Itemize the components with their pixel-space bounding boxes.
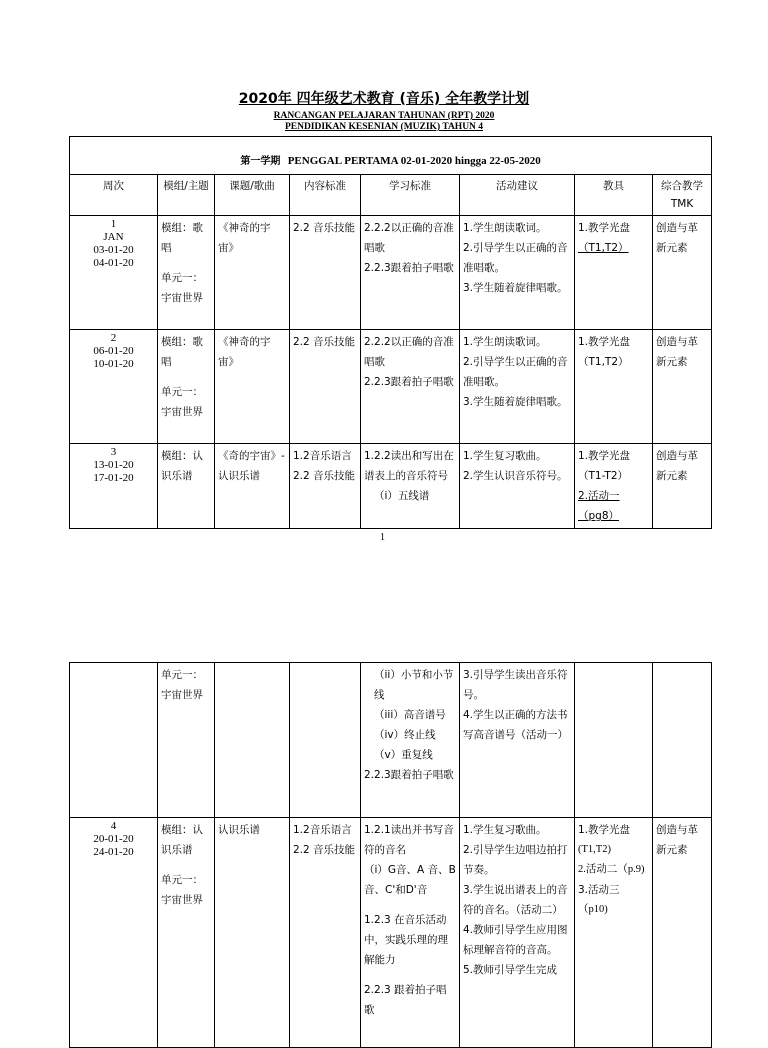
tools-item: 2.活动二（p.9) (578, 864, 645, 875)
table-row (70, 444, 712, 529)
table-row (70, 330, 712, 444)
activity-item: 2.学生认识音乐符号。 (463, 470, 568, 482)
learning-item: 2.2.3跟着拍子唱歌 (364, 376, 454, 388)
week-month: JAN (103, 231, 124, 243)
week-start: 20-01-20 (93, 833, 134, 845)
learning-item: （i）五线谱 (374, 490, 430, 502)
tools-item: 1.教学光盘 (578, 824, 631, 836)
activity-item: 2.引导学生以正确的音准唱歌。 (463, 356, 568, 388)
tmk-cell: 创造与革新元素 (653, 216, 712, 330)
plan-table-page1 (69, 136, 712, 529)
page-number: 1 (380, 532, 385, 543)
tools-item: (T1,T2) (578, 844, 611, 855)
tmk-cell (653, 663, 712, 818)
topic-cell: 认识乐谱 (215, 818, 290, 1048)
learning-cell (361, 216, 460, 330)
week-number: 4 (110, 820, 117, 832)
week-number: 3 (110, 446, 117, 458)
content-cell: 2.2 音乐技能 (290, 216, 361, 330)
header-week: 周次 (70, 175, 158, 216)
table-row (70, 818, 712, 1048)
learning-item: 2.2.2以正确的音准唱歌 (364, 336, 454, 368)
tools-cell (575, 330, 653, 444)
subtitle-subject: PENDIDIKAN KESENIAN (MUZIK) TAHUN 4 (284, 122, 484, 132)
tools-cell (575, 818, 653, 1048)
unit-text: 单元一：宇宙世界 (161, 874, 203, 906)
learning-item: 1.2.2读出和写出在谱表上的音乐符号 (364, 450, 454, 482)
learning-item: 2.2.3 跟着拍子唱歌 (364, 984, 447, 1016)
learning-item: （iii）高音谱号 (374, 709, 446, 721)
content-cell (290, 818, 361, 1048)
tools-item: 1.教学光盘 (578, 450, 631, 462)
learning-item: 2.2.3跟着拍子唱歌 (364, 769, 454, 781)
module-text: 模组：歌唱 (161, 222, 203, 254)
unit-text: 单元一：宇宙世界 (161, 272, 203, 304)
week-cell (70, 818, 158, 1048)
learning-item: 1.2.3 在音乐活动中，实践乐理的理解能力 (364, 914, 448, 966)
activity-item: 4.学生以正确的方法书写高音谱号（活动一） (463, 709, 568, 741)
tmk-cell: 创造与革新元素 (653, 444, 712, 529)
content-item: 2.2 音乐技能 (293, 844, 356, 856)
learning-item: 1.2.1读出并书写音符的音名 (364, 824, 454, 856)
module-cell (158, 818, 215, 1048)
table-row (70, 216, 712, 330)
learning-item: （i）G音、A 音、B音、C'和D'音 (364, 864, 456, 896)
header-module: 模组/主题 (158, 175, 215, 216)
header-learning: 学习标准 (361, 175, 460, 216)
table-row (70, 663, 712, 818)
tmk-cell: 创造与革新元素 (653, 818, 712, 1048)
content-cell: 2.2 音乐技能 (290, 330, 361, 444)
page-title: 2020年 四年级艺术教育 (音乐) 全年教学计划 (238, 91, 530, 107)
week-end: 24-01-20 (93, 846, 134, 858)
content-item: 1.2音乐语言 (293, 824, 352, 836)
activity-item: 1.学生朗读歌词。 (463, 222, 547, 234)
tools-cell (575, 216, 653, 330)
module-text: 模组：认识乐谱 (161, 824, 203, 856)
tools-item: （T1-T2） (578, 470, 629, 482)
learning-item: （iv）终止线 (374, 729, 436, 741)
topic-cell (215, 663, 290, 818)
tmk-cell: 创造与革新元素 (653, 330, 712, 444)
header-content: 内容标准 (290, 175, 361, 216)
tools-item: 2.活动一（pg8） (578, 490, 620, 522)
week-start: 06-01-20 (93, 345, 134, 357)
topic-cell: 《奇的宇宙》-认识乐谱 (215, 444, 290, 529)
tools-cell (575, 663, 653, 818)
content-item: 2.2 音乐技能 (293, 470, 356, 482)
tools-item: （p10) (578, 904, 608, 915)
learning-item: （v）重复线 (374, 749, 433, 761)
activity-cell (460, 216, 575, 330)
content-cell (290, 444, 361, 529)
activity-item: 2.引导学生以正确的音准唱歌。 (463, 242, 568, 274)
activity-item: 1.学生朗读歌词。 (463, 336, 547, 348)
week-start: 03-01-20 (93, 244, 134, 256)
learning-cell (361, 444, 460, 529)
unit-text: 单元一：宇宙世界 (161, 386, 203, 418)
header-topic: 课题/歌曲 (215, 175, 290, 216)
activity-item: 3.引导学生读出音乐符号。 (463, 669, 568, 701)
topic-cell: 《神奇的宇宙》 (215, 216, 290, 330)
term-label-cn: 第一学期 (240, 156, 281, 167)
learning-cell (361, 818, 460, 1048)
term-header (70, 137, 712, 175)
learning-cell (361, 663, 460, 818)
activity-cell (460, 330, 575, 444)
tools-item: 1.教学光盘 (578, 222, 631, 234)
week-start: 13-01-20 (93, 459, 134, 471)
activity-item: 4.教师引导学生应用图标理解音符的音高。 (463, 924, 568, 956)
learning-cell (361, 330, 460, 444)
week-number: 2 (110, 332, 117, 344)
tools-item: 1.教学光盘 (578, 336, 631, 348)
tools-cell (575, 444, 653, 529)
module-cell (158, 330, 215, 444)
week-cell (70, 330, 158, 444)
activity-cell (460, 818, 575, 1048)
subtitle-rpt: RANCANGAN PELAJARAN TAHUNAN (RPT) 2020 (273, 111, 495, 121)
week-cell (70, 216, 158, 330)
term-label-en: PENGGAL PERTAMA 02-01-2020 hingga 22-05-2020 (287, 155, 541, 167)
header-tmk: 综合教学TMK (653, 175, 712, 216)
week-cell (70, 444, 158, 529)
activity-item: 5.教师引导学生完成 (463, 964, 558, 976)
content-cell (290, 663, 361, 818)
activity-item: 1.学生复习歌曲。 (463, 824, 547, 836)
week-end: 04-01-20 (93, 257, 134, 269)
activity-item: 2.引导学生边唱边拍打节奏。 (463, 844, 568, 876)
week-number: 1 (110, 218, 117, 230)
header-activity: 活动建议 (460, 175, 575, 216)
module-cell: 模组：认识乐谱 (158, 444, 215, 529)
week-end: 17-01-20 (93, 472, 134, 484)
tools-item: （T1,T2） (578, 242, 629, 254)
week-cell (70, 663, 158, 818)
learning-item: 2.2.2以正确的音准唱歌 (364, 222, 454, 254)
module-text: 模组：歌唱 (161, 336, 203, 368)
activity-cell (460, 663, 575, 818)
module-cell (158, 216, 215, 330)
activity-item: 3.学生随着旋律唱歌。 (463, 396, 568, 408)
topic-cell: 《神奇的宇宙》 (215, 330, 290, 444)
header-tools: 教具 (575, 175, 653, 216)
tools-item: 3.活动三 (578, 884, 620, 896)
activity-item: 3.学生随着旋律唱歌。 (463, 282, 568, 294)
activity-cell (460, 444, 575, 529)
learning-item: （ii）小节和小节线 (374, 669, 454, 701)
week-end: 10-01-20 (93, 358, 134, 370)
plan-table-page2 (69, 662, 712, 1048)
learning-item: 2.2.3跟着拍子唱歌 (364, 262, 454, 274)
activity-item: 3.学生说出谱表上的音符的音名。（活动二） (463, 884, 568, 916)
module-cell: 单元一：宇宙世界 (158, 663, 215, 818)
content-item: 1.2音乐语言 (293, 450, 352, 462)
activity-item: 1.学生复习歌曲。 (463, 450, 547, 462)
tools-item: （T1,T2） (578, 356, 629, 368)
